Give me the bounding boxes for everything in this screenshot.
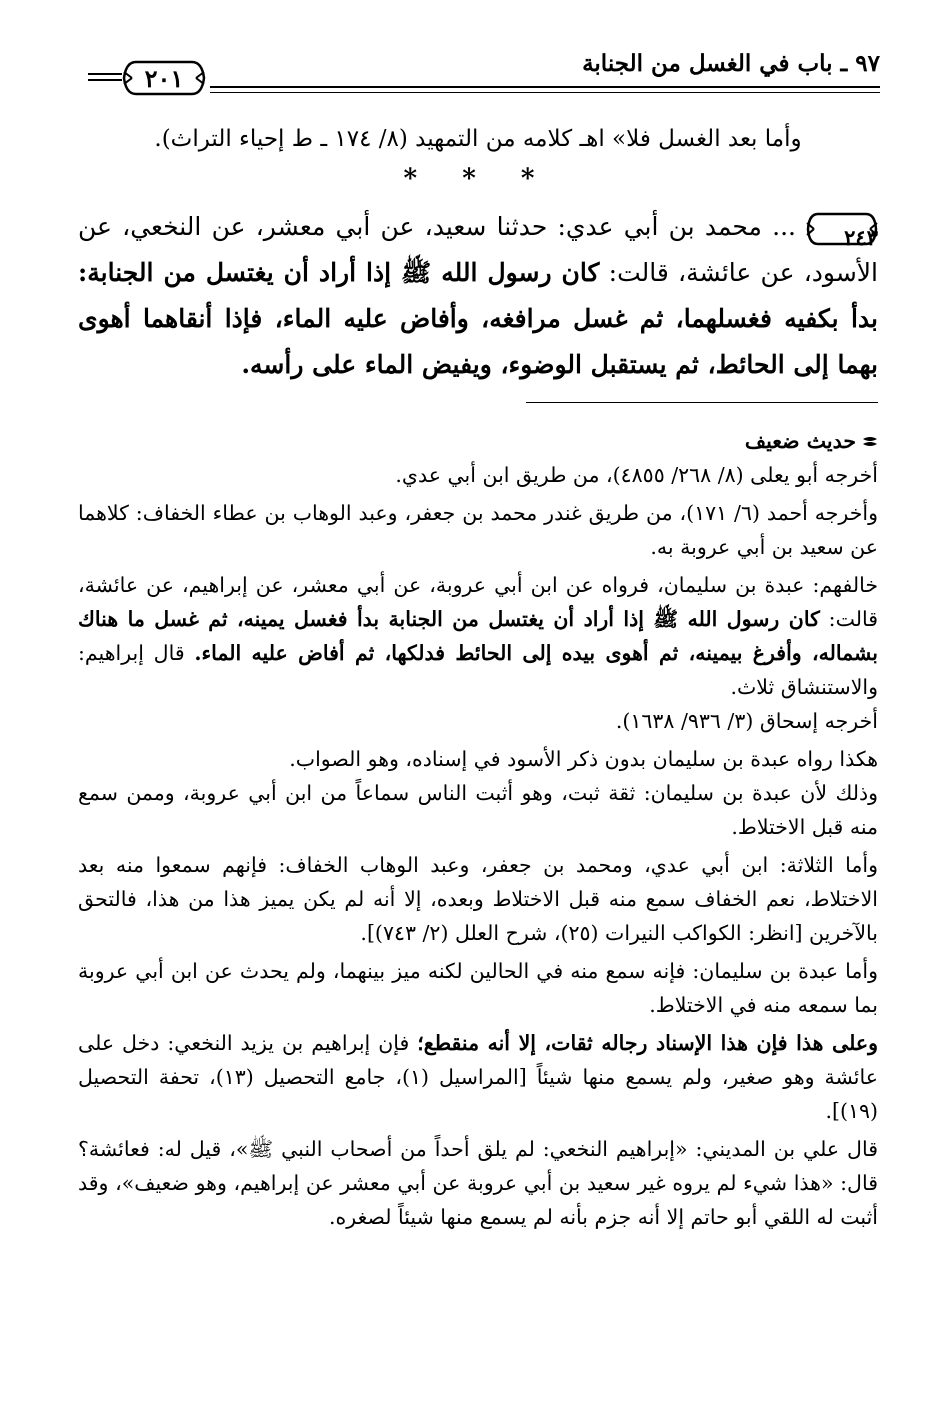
- paragraph-4: أخرجه إسحاق (٣/ ٩٣٦/ ١٦٣٨).: [615, 709, 878, 733]
- paragraph-3-note: قال إبراهيم: والاستنشاق ثلاث.: [78, 641, 878, 699]
- header-rule-top: [210, 86, 880, 88]
- paragraph-6: وذلك لأن عبدة بن سليمان: ثقة ثبت، وهو أثبت الناس سماعاً من ابن أبي عروبة، وممن سمع منه قبل الاختلاط.: [78, 781, 878, 839]
- header-rule-left-bottom: [88, 79, 122, 81]
- footnote-divider: [526, 402, 878, 403]
- paragraph-5: هكذا رواه عبدة بن سليمان بدون ذكر الأسود في إسناده، وهو الصواب.: [289, 747, 878, 771]
- header-rule-left-top: [88, 73, 122, 75]
- hadith-block: [78, 204, 878, 388]
- chapter-title: ٩٧ ـ باب في الغسل من الجنابة: [582, 50, 880, 77]
- paragraph-9-reason: فإن إبراهيم بن يزيد النخعي: دخل على عائشة وهو صغير، ولم يسمع منها شيئاً [المراسيل (١)، جامع التحصيل (١٣)، تحفة التحصيل (١٩)].: [78, 1031, 878, 1123]
- paragraph-2: وأخرجه أحمد (٦/ ١٧١)، من طريق غندر محمد بن جعفر، وعبد الوهاب بن عطاء الخفاف: كلاهما عن سعيد بن أبي عروبة به.: [78, 501, 878, 559]
- page-header: [60, 44, 880, 100]
- status-heading-text: حديث ضعيف: [744, 429, 856, 453]
- paragraph-1: أخرجه أبو يعلى (٨/ ٢٦٨/ ٤٨٥٥)، من طريق ابن أبي عدي.: [395, 463, 878, 487]
- hadith-number: ٢٤٣: [844, 224, 878, 250]
- header-rule-bottom: [210, 92, 880, 93]
- page-number-frame: [122, 58, 206, 98]
- paragraph-8: وأما عبدة بن سليمان: فإنه سمع منه في الحالين لكنه ميز بينهما، ولم يحدث عن ابن أبي عروبة بما سمعه منه في الاختلاط.: [78, 959, 878, 1017]
- paragraph-10: قال علي بن المديني: «إبراهيم النخعي: لم يلق أحداً من أصحاب النبي ﷺ»، قيل له: فعائشة؟ قال: «هذا شيء لم يروه غير سعيد بن أبي عروبة عن أبي معشر عن إبراهيم، وهو ضعيف»، وقد أثبت له اللقي أبو حاتم إلا أنه جزم بأنه لم يسمع منها شيئاً لصغره.: [78, 1137, 878, 1229]
- paragraph-3-matn: كان رسول الله ﷺ إذا أراد أن يغتسل من الجنابة بدأ فغسل يمينه، ثم غسل ما هناك بشماله، وأفرغ بيمينه، ثم أهوى بيده إلى الحائط فدلكها، ثم أفاض عليه الماء.: [78, 607, 878, 665]
- paragraph-3: [78, 568, 878, 704]
- paragraph-9: [78, 1026, 878, 1128]
- paragraph-9-verdict: وعلى هذا فإن هذا الإسناد رجاله ثقات، إلا أنه منقطع؛: [417, 1031, 878, 1055]
- hadith-matn: كان رسول الله ﷺ إذا أراد أن يغتسل من الجنابة: بدأ بكفيه فغسلهما، ثم غسل مرافغه، وأفاض عليه الماء، فإذا أنقاهما أهوى بهما إلى الحائط، ثم يستقبل الوضوء، ويفيض الماء على رأسه.: [78, 258, 878, 379]
- commentary: [78, 424, 878, 1234]
- hadith-isnad: ... محمد بن أبي عدي: حدثنا سعيد، عن أبي معشر، عن النخعي، عن الأسود، عن عائشة، قالت:: [78, 212, 878, 287]
- status-heading: [78, 424, 878, 458]
- page-number: ٢٠١: [144, 64, 184, 93]
- paragraph-7: وأما الثلاثة: ابن أبي عدي، ومحمد بن جعفر، وعبد الوهاب الخفاف: فإنهم سمعوا منه بعد الاختلاط، نعم الخفاف سمع منه قبل الاختلاط وبعده، إلا أنه لم يكن يميز هذا من هذا، فالتحق بالآخرين [انظر: الكواكب النيرات (٢٥)، شرح العلل (٢/ ٧٤٣)].: [78, 853, 878, 945]
- paragraph-3-intro: خالفهم: عبدة بن سليمان، فرواه عن ابن أبي عروبة، عن أبي معشر، عن إبراهيم، عن عائشة، قالت:: [78, 573, 878, 631]
- leaf-bullet-icon: [862, 436, 878, 450]
- hadith-number-badge: [806, 211, 878, 250]
- intro-text: وأما بعد الغسل فلا» اهـ كلامه من التمهيد (٨/ ١٧٤ ـ ط إحياء التراث).: [154, 126, 802, 152]
- section-separator: * * *: [403, 164, 553, 194]
